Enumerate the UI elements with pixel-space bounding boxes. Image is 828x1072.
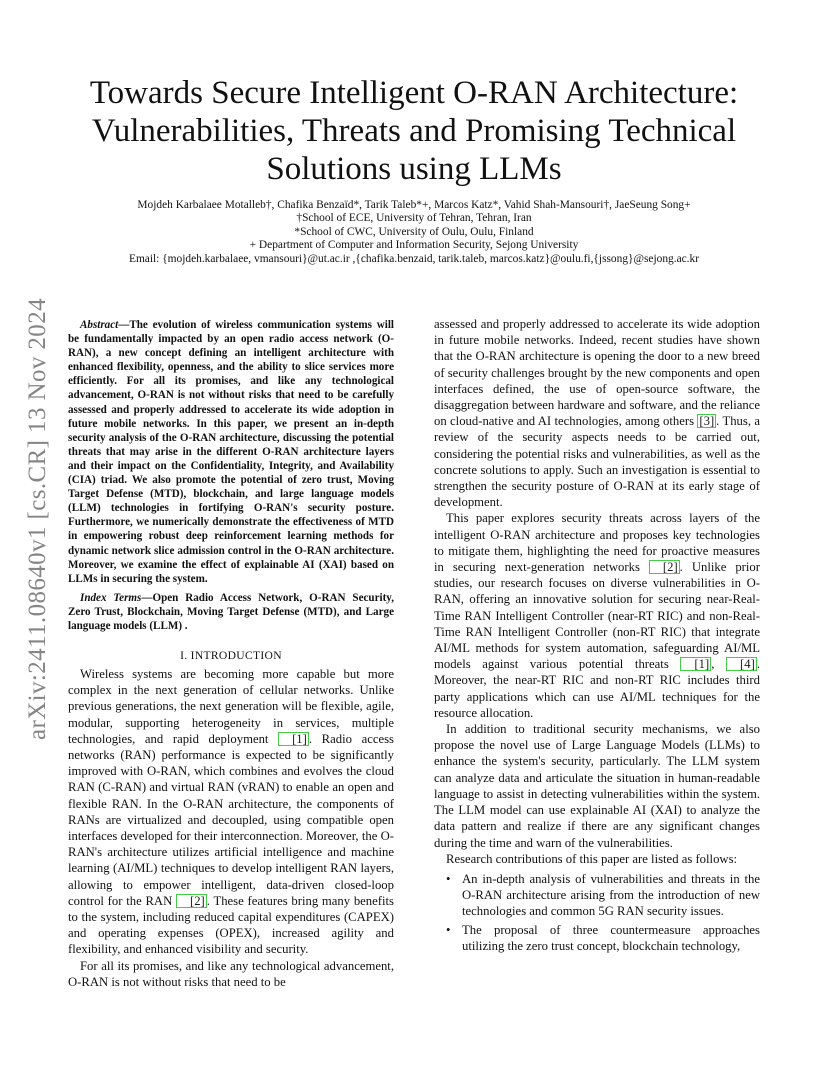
contributions-list (434, 871, 760, 954)
citation-link[interactable]: [2] (176, 894, 207, 908)
right-column (434, 316, 760, 956)
abstract-text: —The evolution of wireless communication systems will be fundamentally impacted by an open radio access network (O-RAN), a new concept defining an intelligent architecture with enhanced flexibility, openness, and the ability to slice services more efficiently. For all its promises, and like any technological advancement, O-RAN is not without risks that need to be carefully assessed and properly addressed to accelerate its wide adoption in future mobile networks. In this paper, we present an in-depth security analysis of the O-RAN architecture, discussing the potential threats that may arise in the different O-RAN architecture layers and their impact on the Confidentiality, Integrity, and Availability (CIA) triad. We also promote the potential of zero trust, Moving Target Defense (MTD), blockchain, and large language models (LLM) technologies in fortifying O-RAN's security posture. Furthermore, we numerically demonstrate the effectiveness of MTD in empowering robust deep reinforcement learning methods for dynamic network slice admission control in the O-RAN architecture. Moreover, we examine the effect of explainable AI (XAI) based on LLMs in securing the system. (68, 319, 394, 585)
arxiv-identifier (22, 276, 54, 762)
intro-paragraph-1: Wireless systems are becoming more capable but more complex in the next generation of cellular networks. Unlike previous generations, the next generation will be flexible, agile, modular, supporting heterogeneity in services, multiple technologies, and rapid deployment [1] . Radio access networks (RAN) performance is expected to be significantly improved with O-RAN, which combines and evolves the cloud RAN (C-RAN) and virtual RAN (vRAN) to enable an open and flexible RAN. In the O-RAN architecture, the components of RANs are virtualized and decoupled, using compatible open interfaces developed for their interconnection. Moreover, the O-RAN's architecture utilizes artificial intelligence and machine learning (AI/ML) techniques to develop intelligent RAN layers, allowing to empower intelligent, data-driven closed-loop control for the RAN [2] . These features bring many benefits to the system, including reduced capital expenditures (CAPEX) and operating expenses (OPEX), increased agility and flexibility, and enhanced visibility and security. (68, 667, 394, 957)
affiliation-sejong: + Department of Computer and Information Security, Sejong University (249, 239, 579, 252)
section-heading-introduction: I. INTRODUCTION (180, 649, 282, 662)
authors-line: Mojdeh Karbalaee Motalleb†, Chafika Benzaïd*, Tarik Taleb*+, Marcos Katz*, Vahid Shah-Mansouri†, JaeSeung Song+ (137, 199, 691, 211)
citation-link[interactable]: [2] (649, 560, 680, 574)
abstract (68, 318, 394, 586)
index-terms-lead: Index Terms (80, 592, 142, 604)
title-line-3: Solutions using LLMs (266, 151, 562, 187)
intro-paragraph-2: For all its promises, and like any technological advancement, O-RAN is not without risks that need to be (68, 958, 394, 989)
paper-title (70, 74, 758, 188)
author-block (60, 199, 768, 266)
arxiv-identifier-text: arXiv:2411.08640v1 [cs.CR] 13 Nov 2024 (24, 297, 51, 741)
affiliation-tehran: †School of ECE, University of Tehran, Tehran, Iran (296, 212, 532, 225)
index-terms-text: —Open Radio Access Network, O-RAN Security, Zero Trust, Blockchain, Moving Target Defense (MTD), and Large language models (LLM) . (68, 592, 394, 633)
right-paragraph-1: assessed and properly addressed to accelerate its wide adoption in future mobile networks. Indeed, recent studies have shown that the O-RAN architecture is opening the door to a new breed of security challenges brought by the new components and open interfaces defined, the use of open-source software, the disaggregation between hardware and software, and the reliance on cloud-native and AI technologies, among others [3] . Thus, a review of the security aspects needs to be carried out, considering the potential risks and vulnerabilities, as well as the concrete solutions to apply. Such an investigation is essential to strengthen the security posture of O-RAN at its early stage of development. (434, 317, 760, 510)
citation-link[interactable]: [1] (278, 732, 309, 746)
citation-link[interactable]: [3] (699, 414, 715, 429)
right-paragraph-4: Research contributions of this paper are listed as follows: (446, 851, 738, 866)
title-line-2: Vulnerabilities, Threats and Promising Technical (91, 113, 737, 149)
right-paragraph-3: In addition to traditional security mechanisms, we also propose the novel use of Large Language Models (LLMs) to enhance the system's security, particularly. The LLM system can analyze data and articulate the situation in human-readable language to assist in detecting vulnerabilities within the system. The LLM model can use explainable AI (XAI) to analyze the data pattern and realize if there are any significant changes during the time and warn of the vulnerabilities. (434, 722, 760, 850)
title-line-1: Towards Secure Intelligent O-RAN Architecture: (89, 75, 739, 111)
citation-link[interactable]: [4] (726, 657, 757, 671)
list-item: • An in-depth analysis of vulnerabilities and threats in the O-RAN architecture arising from the introduction of new technologies and common 5G RAN security issues. (462, 871, 760, 920)
index-terms (68, 591, 394, 633)
affiliation-oulu: *School of CWC, University of Oulu, Oulu, Finland (294, 225, 534, 238)
introduction-body (68, 666, 394, 990)
right-paragraph-2: This paper explores security threats across layers of the intelligent O-RAN architecture and proposes key technologies to mitigate them, highlighting the need for proactive measures in securing next-generation networks [2] . Unlike prior studies, our research focuses on diverse vulnerabilities in O-RAN, offering an innovative solution for securing near-Real-Time RAN Intelligent Controller (near-RT RIC) and non-Real-Time RAN Intelligent Controller (non-RT RIC) that integrate AI/ML methods for system automation, safeguarding AI/ML models against various potential threats [1] , [4] . Moreover, the near-RT RIC and non-RT RIC includes third party applications which can use AI/ML techniques for the resource allocation. (434, 511, 760, 720)
email-line: Email: {mojdeh.karbalaee, vmansouri}@ut.ac.ir ,{chafika.benzaid, tarik.taleb, marcos.katz}@oulu.fi,{jssong}@sejong.ac.kr (128, 252, 700, 265)
abstract-lead: Abstract (80, 319, 119, 331)
citation-link[interactable]: [1] (680, 657, 711, 671)
list-item: • The proposal of three countermeasure approaches utilizing the zero trust concept, blockchain technology, (462, 922, 760, 954)
